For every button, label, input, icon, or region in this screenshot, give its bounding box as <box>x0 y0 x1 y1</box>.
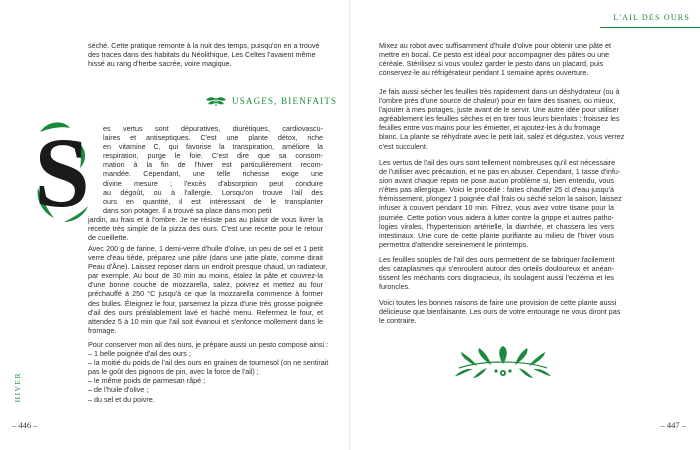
text-line: permettra d'attendre sereinement le printemps. <box>379 239 529 249</box>
text-line: frémissement, plongez 1 poignée d'ail frais ou séché selon la saison, laissez <box>379 194 622 204</box>
text-line: – de l'huile d'olive ; <box>88 385 149 395</box>
text-line: mettre en bocal. Ce pesto est idéal pour accompagner des pâtes ou une <box>379 50 610 60</box>
text-line: hissé au rang d'herbe sacrée, voire magique. <box>88 59 232 69</box>
pesto-ingredients-list <box>88 340 329 404</box>
right-page-number: – 447 – <box>660 420 686 430</box>
usages-paragraph-indented <box>103 124 323 215</box>
text-line: Peau d'Âne). Laissez reposer dans un endroit presque chaud, un radiateur, <box>88 262 328 272</box>
text-line: des bulles. Éteignez le four, parsemez la pizza d'une très grosse poignée <box>88 298 323 308</box>
text-line: mandée. Cependant, une telle richesse exige une <box>103 169 323 179</box>
text-line: l'ajouter à mes potages, juste avant de le servir. Une autre idée pour utiliser <box>379 105 619 115</box>
text-line: furoncles. <box>379 282 411 292</box>
drying-leaves-paragraph <box>379 87 625 151</box>
text-line: – du sel et du poivre. <box>88 394 155 404</box>
text-line: conservez-le au réfrigérateur pendant 1 semaine après ouverture. <box>379 68 589 78</box>
section-heading <box>205 95 337 107</box>
section-heading-text: USAGES, BIENFAITS <box>232 96 338 106</box>
text-line: d'une bonne couche de mozzarella, salez, poivrez et mettez au four <box>88 280 323 290</box>
text-line: Mixez au robot avec suffisamment d'huile d'olive pour obtenir une pâte et <box>379 41 611 50</box>
running-head-rule <box>600 27 700 28</box>
text-line: préchauffé à 250 °C jusqu'à ce que la mozzarella commence à former <box>88 289 323 299</box>
text-line: – le même poids de parmesan râpé ; <box>88 376 206 386</box>
text-line: Les vertus de l'ail des ours sont tellement nombreuses qu'il est nécessaire <box>379 158 616 167</box>
garlic-leaf-vine-icon <box>453 346 553 380</box>
text-line: Pour conserver mon ail des ours, je prépare aussi un pesto composé ainsi : <box>88 340 329 349</box>
text-line: logies virales, l'hypertension artérielle, la diarrhée, et chassera les vers <box>379 221 614 231</box>
pizza-recipe-paragraph <box>88 244 328 335</box>
text-line: le contraire. <box>379 316 417 326</box>
text-line: par exemple. Au bout de 30 min au moins, étalez la pâte et couvrez-la <box>88 271 323 281</box>
text-line: intestinaux. Une cure de cette plante purifiante au milieu de l'hiver vous <box>379 230 614 240</box>
text-line: es vertus sont dépuratives, diurétiques, cardiovascu- <box>103 124 323 133</box>
text-line: divine mesure ; l'excès d'absorption peut conduire <box>103 178 323 188</box>
text-line: recette très simple de la pizza des ours. C'est une recette pour le retour <box>88 224 323 234</box>
pesto-method-paragraph <box>379 41 614 77</box>
dropcap-letter: S <box>34 118 90 228</box>
text-line: délicieuse que bienfaisante. Les ours de votre entourage ne vous diront pas <box>379 307 621 317</box>
text-line: en vitamine C, qui favorise la transpiration, améliore la <box>103 142 323 152</box>
text-line: tissent les méchants cors disgracieux, ils soulagent aussi l'eczéma et les <box>379 273 614 283</box>
right-page <box>350 0 700 450</box>
text-line: Je fais aussi sécher les feuilles très rapidement dans un déshydrateur (ou à <box>379 87 620 96</box>
text-line: au dégoût, ou à l'allergie. Lorsqu'on trouve l'ail des <box>103 187 323 197</box>
text-line: verre d'eau tiède, préparez une pâte (dans une jatte plate, comme dirait <box>88 253 323 263</box>
text-line: respiration, purge le foie. C'est dire que sa consom- <box>103 151 323 161</box>
text-line: dans son potager. Il a trouvé sa place dans mon petit <box>103 205 272 215</box>
text-line: blanc. La plante se réhydrate avec le petit lait, salez et dégustez, vous verrez <box>379 132 625 142</box>
text-line: – la moitié du poids de l'ail des ours en graines de tournesol (on ne sentirait <box>88 358 329 368</box>
text-line: fromage. <box>88 325 117 335</box>
text-line: infuser à couvert pendant 10 min. Filtrez, vous avez votre tisane pour la <box>379 203 614 213</box>
text-line: mation à la fin de l'hiver est particulièrement recom- <box>103 160 323 170</box>
running-head: L'AIL DES OURS <box>613 13 690 22</box>
text-line: pas le goût des pignons de pin, avec la force de l'ail) ; <box>88 367 259 377</box>
text-line: des cataplasmes qui s'enroulent autour des orteils douloureux et anéan- <box>379 264 614 274</box>
text-line: attendez 5 à 10 min que l'ail soit évanoui et s'enfonce mollement dans le <box>88 316 323 326</box>
text-line: feuilles entre vos mains pour les émietter, et ajoutez-les à du fromage <box>379 123 601 133</box>
text-line: Les feuilles souples de l'ail des ours permettent de se fabriquer facilement <box>379 255 615 264</box>
text-line: laires et antiseptiques. C'est une plante détox, riche <box>103 133 323 143</box>
text-line: Voici toutes les bonnes raisons de faire une provision de cette plante aussi <box>379 298 617 307</box>
text-line: jardin, au frais et à l'ombre. Je ne résiste pas au plaisir de vous livrer la <box>88 215 323 224</box>
poultice-paragraph <box>379 255 614 291</box>
text-line: journée. Cette potion vous aidera à lutter contre la grippe et autres patho- <box>379 212 614 222</box>
conclusion-paragraph <box>379 298 621 326</box>
text-line: l'ombre près d'une source de chaleur) pour en faire des tisanes, ou mieux, <box>379 96 616 106</box>
text-line: ours en quantité, il est intéressant de le transplanter <box>103 196 323 206</box>
text-line: c'est succulent. <box>379 141 428 151</box>
left-page-number: – 446 – <box>12 420 38 430</box>
text-line: agréablement les feuilles sèches et en tirer tous leurs bienfaits : froissez les <box>379 114 620 124</box>
text-line: Avec 200 g de farine, 1 demi-verre d'huile d'olive, un peu de sel et 1 petit <box>88 244 323 253</box>
text-line: d'ail des ours préalablement lavé et haché menu. Refermez le four, et <box>88 307 323 317</box>
text-line: des traces dans des habitats du Néolithique. Les Celtes l'avaient même <box>88 50 316 60</box>
text-line: n'êtes pas allergique. Voici le procédé : faites chauffer 25 cl d'eau jusqu'à <box>379 185 614 195</box>
dropcap-s <box>34 118 90 228</box>
text-line: séché. Cette pratique remonte à la nuit des temps, puisqu'on en a trouvé <box>88 41 320 50</box>
intro-paragraph <box>88 41 323 68</box>
leaf-sprig-icon <box>205 95 227 107</box>
usages-paragraph-continued <box>88 215 323 242</box>
text-line: – 1 belle poignée d'ail des ours ; <box>88 349 191 359</box>
text-line: céréale. Stérilisez si vous voulez garder le pesto dans un placard, puis <box>379 59 604 69</box>
infusion-paragraph <box>379 158 622 249</box>
text-line: de cueillette. <box>88 233 129 243</box>
season-side-label: HIVER <box>13 372 22 403</box>
text-line: sion avant chaque repas ne pose aucun problème si, bien entendu, vous <box>379 176 614 186</box>
text-line: de l'utiliser avec précaution, et ne pas en abuser. Cependant, 1 tasse d'infu- <box>379 167 621 177</box>
